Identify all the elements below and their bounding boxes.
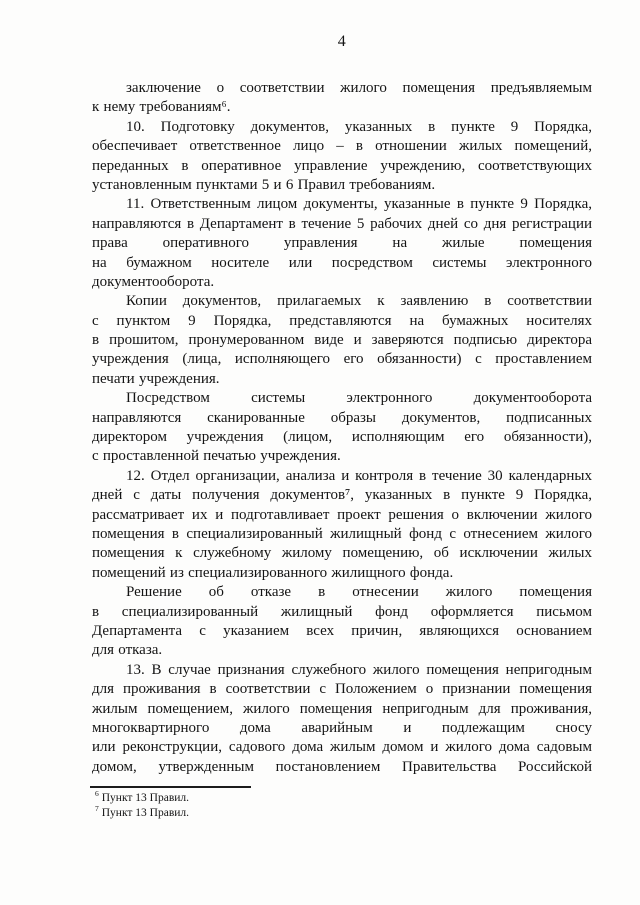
text-line: к нему требованиям⁶.: [92, 99, 231, 116]
text-line: направляются сканированные образы документов, подписанных: [92, 409, 592, 426]
text-line: учреждения (лица, исполняющего его обязанности) с проставлением: [92, 351, 592, 368]
paragraph: [92, 661, 592, 777]
text-line: для проживания в соответствии с Положением о признании помещения: [92, 681, 592, 698]
text-line: 11. Ответственным лицом документы, указанные в пункте 9 Порядка,: [126, 196, 592, 213]
text-line: дней с даты получения документов⁷, указанных в пункте 9 Порядка,: [92, 487, 592, 504]
footnote-marker: 7: [95, 804, 99, 814]
footnotes: [95, 791, 575, 821]
text-line: в прошитом, пронумерованном виде и заверяются подписью директора: [92, 332, 592, 349]
text-line: на бумажном носителе или посредством системы электронного: [92, 254, 592, 271]
text-line: многоквартирного дома аварийным и подлежащим сносу: [92, 719, 592, 736]
text-line: направляются в Департамент в течение 5 рабочих дней со дня регистрации: [92, 215, 592, 232]
text-line: документооборота.: [92, 273, 215, 290]
paragraph: [92, 467, 592, 583]
text-line: Решение об отказе в отнесении жилого помещения: [126, 584, 592, 601]
text-line: установленным пунктами 5 и 6 Правил требованиям.: [92, 176, 436, 193]
footnote-marker: 6: [95, 789, 99, 799]
paragraph: [92, 583, 592, 661]
paragraph: [92, 389, 592, 467]
paragraph: [92, 292, 592, 389]
text-line: переданных в оперативное управление учреждению, соответствующих: [92, 157, 592, 174]
text-line: с проставленной печатью учреждения.: [92, 448, 341, 465]
text-line: обеспечивает ответственное лицо – в отношении жилых помещений,: [92, 138, 592, 155]
text-line: Департамента с указанием всех причин, являющихся основанием: [92, 622, 592, 639]
page-number: 4: [337, 33, 347, 50]
text-line: помещений из специализированного жилищного фонда.: [92, 564, 454, 581]
document-body: [92, 79, 592, 777]
paragraph: [92, 195, 592, 292]
footnote-text: Пункт 13 Правил.: [101, 807, 190, 820]
text-line: печати учреждения.: [92, 370, 220, 387]
text-line: Копии документов, прилагаемых к заявлению в соответствии: [126, 293, 592, 310]
text-line: помещения к служебному жилому помещению, об исключении жилых: [92, 545, 592, 562]
text-line: с пунктом 9 Порядка, представляются на бумажных носителях: [92, 312, 592, 329]
text-line: помещения в специализированный жилищный фонд с отнесением жилого: [92, 525, 592, 542]
text-line: или реконструкции, садового дома жилым домом и жилого дома садовым: [92, 739, 592, 756]
footnote-text: Пункт 13 Правил.: [101, 792, 190, 804]
text-line: директором учреждения (лицом, исполняющим его обязанности),: [92, 429, 592, 446]
text-line: домом, утвержденным постановлением Правительства Российской: [92, 758, 592, 775]
footnote: [95, 791, 575, 806]
paragraph: [92, 79, 592, 118]
text-line: жилым помещением, жилого помещения непригодным для проживания,: [92, 700, 592, 717]
footnote: [95, 806, 575, 821]
text-line: 10. Подготовку документов, указанных в пункте 9 Порядка,: [126, 118, 592, 135]
text-line: права оперативного управления на жилые помещения: [92, 235, 592, 252]
text-line: в специализированный жилищный фонд оформляется письмом: [92, 603, 592, 620]
text-line: 12. Отдел организации, анализа и контроля в течение 30 календарных: [126, 467, 592, 484]
text-line: рассматривает их и подготавливает проект решения о включении жилого: [92, 506, 592, 523]
text-line: Посредством системы электронного документооборота: [126, 390, 592, 407]
text-line: заключение о соответствии жилого помещения предъявляемым: [126, 80, 592, 96]
footnote-separator: [90, 786, 251, 788]
text-line: для отказа.: [92, 642, 163, 659]
text-line: 13. В случае признания служебного жилого помещения непригодным: [126, 661, 592, 678]
paragraph: [92, 118, 592, 196]
